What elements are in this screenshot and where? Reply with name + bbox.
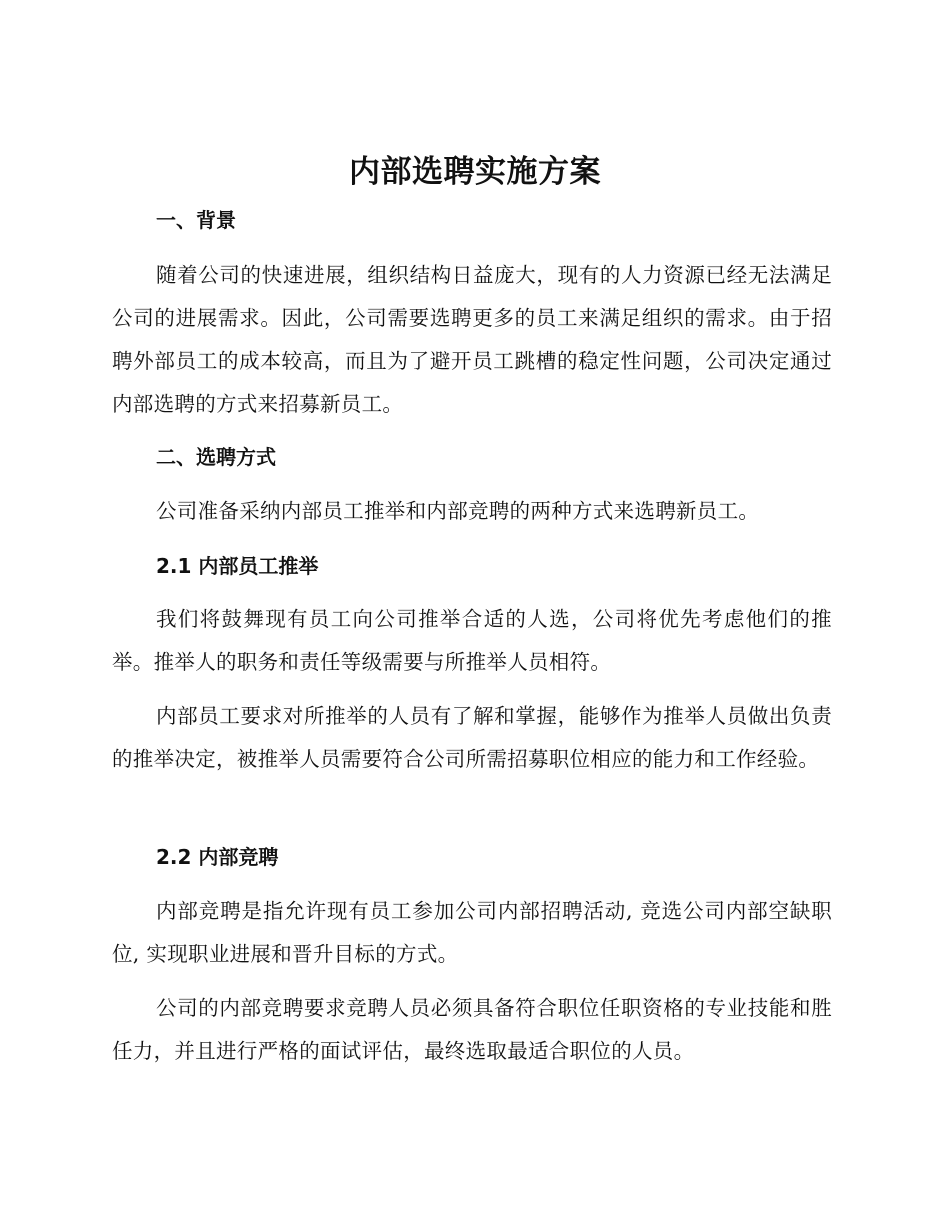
paragraph-internal-referral-1: 我们将鼓舞现有员工向公司推举合适的人选，公司将优先考虑他们的推举。推举人的职务和责任等级需要与所推举人员相符。 xyxy=(112,607,832,674)
paragraph-selection-method: 公司准备采纳内部员工推举和内部竞聘的两种方式来选聘新员工。 xyxy=(156,499,760,523)
section-heading-internal-referral: 2.1 内部员工推举 xyxy=(156,554,319,578)
paragraph-background: 随着公司的快速进展，组织结构日益庞大，现有的人力资源已经无法满足公司的进展需求。因此，公司需要选聘更多的员工来满足组织的需求。由于招聘外部员工的成本较高，而且为了避开员工跳槽的稳定性问题，公司决定通过内部选聘的方式来招募新员工。 xyxy=(112,263,832,416)
document-title: 内部选聘实施方案 xyxy=(349,154,601,190)
section-heading-selection-method: 二、选聘方式 xyxy=(156,445,276,469)
paragraph-internal-competition-2: 公司的内部竞聘要求竞聘人员必须具备符合职位任职资格的专业技能和胜任力，并且进行严格的面试评估，最终选取最适合职位的人员。 xyxy=(112,996,832,1063)
section-heading-background: 一、背景 xyxy=(156,208,236,232)
paragraph-internal-competition-1: 内部竞聘是指允许现有员工参加公司内部招聘活动, 竞选公司内部空缺职位, 实现职业进展和晋升目标的方式。 xyxy=(112,899,832,966)
paragraph-internal-referral-2: 内部员工要求对所推举的人员有了解和掌握，能够作为推举人员做出负责的推举决定，被推举人员需要符合公司所需招募职位相应的能力和工作经验。 xyxy=(112,704,832,771)
section-heading-internal-competition: 2.2 内部竞聘 xyxy=(156,845,279,869)
